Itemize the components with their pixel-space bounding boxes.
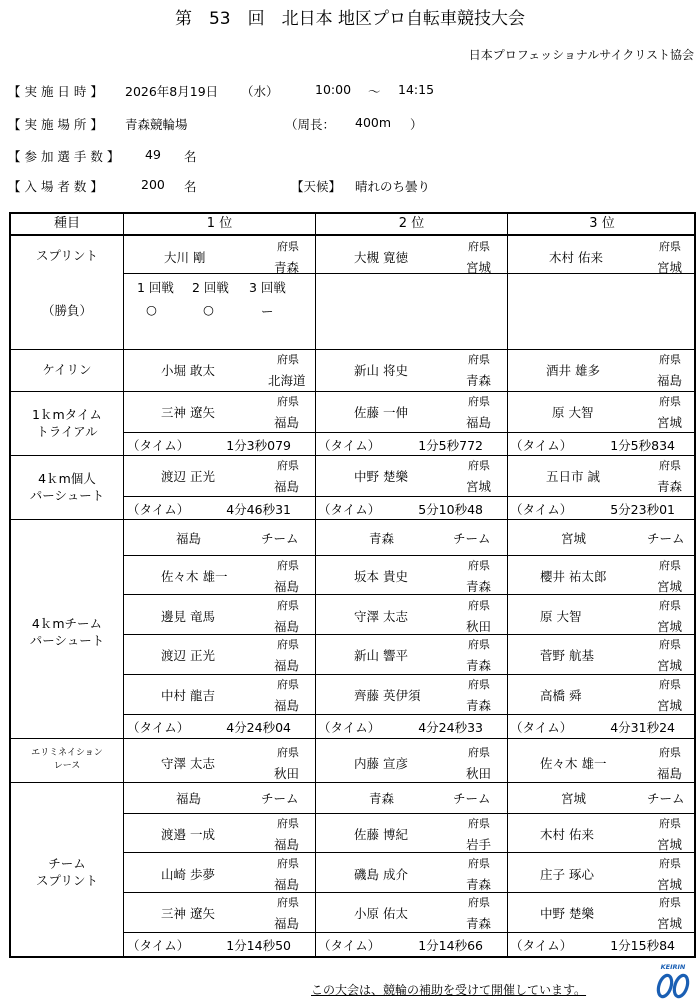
pref-label: 府県	[468, 240, 490, 253]
tp-first-member-name: 中村 龍吉	[161, 688, 215, 703]
pref-label: 府県	[277, 395, 299, 408]
tp-inner-line	[123, 674, 694, 675]
ts-first-member-name: 渡邉 一成	[161, 827, 215, 842]
team-label: チーム	[647, 531, 685, 546]
time-start: 10:00	[315, 82, 352, 97]
tp-inner-line	[123, 714, 694, 715]
time-label: （タイム）	[510, 720, 573, 735]
ip-third-pref: 青森	[657, 479, 683, 494]
tt-second-name: 佐藤 一伸	[354, 405, 408, 420]
header-second: 2 位	[398, 216, 425, 231]
pref-label: 府県	[659, 240, 681, 253]
tp-first-team-name: 福島	[176, 531, 202, 546]
time-label: （タイム）	[127, 720, 190, 735]
tp-third-team-name: 宮城	[561, 531, 587, 546]
ip-second-pref: 宮城	[466, 479, 492, 494]
ip-second-name: 中野 楚樂	[354, 469, 408, 484]
elim-first-pref: 秋田	[274, 766, 300, 781]
team-label: チーム	[261, 791, 299, 806]
pref-label: 府県	[468, 896, 490, 909]
sprint-third-name: 木村 佑来	[549, 250, 603, 265]
ip-third-name: 五日市 誠	[546, 469, 600, 484]
time-label: （タイム）	[318, 438, 381, 453]
visitors-value: 200	[141, 177, 165, 192]
ip-first-name: 渡辺 正光	[161, 469, 215, 484]
players-value: 49	[145, 147, 161, 162]
results-table	[9, 212, 696, 958]
footer-note: この大会は、競輪の補助を受けて開催しています。	[311, 983, 587, 997]
ts-second-member-pref: 岩手	[466, 837, 492, 852]
ts-second-member-name: 佐藤 博紀	[354, 827, 408, 842]
sprint-first-name: 大川 剛	[164, 250, 206, 265]
event-team-pursuit-line1: 4ｋmチーム	[31, 616, 103, 631]
elim-second-pref: 秋田	[466, 766, 492, 781]
event-team-sprint-line2: スプリント	[35, 873, 98, 888]
row-divider	[11, 455, 694, 456]
keirin-third-pref: 福島	[657, 373, 683, 388]
pref-label: 府県	[277, 559, 299, 572]
length-close: ）	[410, 117, 423, 132]
date-label: 【 実 施 日 時 】	[8, 84, 103, 99]
pref-label: 府県	[659, 817, 681, 830]
tt-second-time: 1分5秒772	[418, 438, 483, 453]
ts-inner-line	[123, 813, 694, 814]
pref-label: 府県	[277, 746, 299, 759]
players-label: 【 参 加 選 手 数 】	[8, 149, 120, 164]
tp-third-member-pref: 宮城	[657, 658, 683, 673]
weather-value: 晴れのち曇り	[355, 179, 431, 194]
pref-label: 府県	[277, 817, 299, 830]
ts-second-member-pref: 青森	[466, 877, 492, 892]
ts-third-member-pref: 宮城	[657, 877, 683, 892]
pref-label: 府県	[659, 559, 681, 572]
tp-second-member-pref: 青森	[466, 698, 492, 713]
tt-first-pref: 福島	[274, 415, 300, 430]
tp-inner-line	[123, 555, 694, 556]
tt-third-pref: 宮城	[657, 415, 683, 430]
time-label: （タイム）	[127, 438, 190, 453]
time-label: （タイム）	[127, 938, 190, 953]
time-label: （タイム）	[510, 438, 573, 453]
tp-first-time: 4分24秒04	[226, 720, 291, 735]
ip-inner-line	[123, 496, 694, 497]
ip-third-time: 5分23秒01	[610, 502, 675, 517]
event-time-trial-line2: トライアル	[36, 424, 98, 439]
header-first: 1 位	[206, 216, 233, 231]
team-label: チーム	[453, 791, 491, 806]
tp-third-time: 4分31秒24	[610, 720, 675, 735]
team-label: チーム	[453, 531, 491, 546]
tp-first-member-pref: 福島	[274, 579, 300, 594]
pref-label: 府県	[277, 353, 299, 366]
ts-first-team-name: 福島	[176, 791, 202, 806]
sprint-round-3: 3 回戦	[249, 280, 286, 295]
sprint-result-1: ○	[146, 302, 157, 317]
time-label: （タイム）	[318, 720, 381, 735]
sprint-inner-line	[123, 273, 694, 274]
row-divider	[11, 519, 694, 520]
row-divider	[11, 391, 694, 392]
tp-third-member-pref: 宮城	[657, 698, 683, 713]
row-divider	[11, 349, 694, 350]
col-divider-3	[507, 214, 508, 956]
ts-third-team-name: 宮城	[561, 791, 587, 806]
ts-inner-line	[123, 932, 694, 933]
pref-label: 府県	[659, 678, 681, 691]
tp-inner-line	[123, 634, 694, 635]
ts-second-member-name: 小原 佑太	[354, 906, 408, 921]
event-sprint-sub: （勝負）	[41, 303, 92, 318]
pref-label: 府県	[277, 857, 299, 870]
tp-first-member-pref: 福島	[274, 698, 300, 713]
tt-inner-line	[123, 432, 694, 433]
tt-second-pref: 福島	[466, 415, 492, 430]
length-label: （周長：	[285, 117, 336, 132]
time-separator: ～	[368, 84, 381, 99]
time-label: （タイム）	[510, 502, 573, 517]
event-keirin: ケイリン	[42, 362, 92, 377]
keirin-second-pref: 青森	[466, 373, 492, 388]
tp-third-member-pref: 宮城	[657, 619, 683, 634]
ts-inner-line	[123, 852, 694, 853]
event-time-trial-line1: 1ｋmタイム	[32, 407, 102, 422]
tp-third-member-name: 櫻井 祐太郎	[540, 569, 607, 584]
tp-first-member-name: 渡辺 正光	[161, 648, 215, 663]
pref-label: 府県	[468, 353, 490, 366]
pref-label: 府県	[468, 746, 490, 759]
venue-value: 青森競輪場	[125, 117, 188, 132]
row-divider	[11, 738, 694, 739]
organizer: 日本プロフェッショナルサイクリスト協会	[468, 48, 694, 62]
weekday-value: （水）	[241, 84, 279, 99]
sprint-third-pref: 宮城	[657, 260, 683, 275]
pref-label: 府県	[277, 459, 299, 472]
pref-label: 府県	[277, 638, 299, 651]
pref-label: 府県	[659, 638, 681, 651]
event-team-sprint-line1: チーム	[48, 856, 86, 871]
tp-second-time: 4分24秒33	[418, 720, 483, 735]
tp-third-member-name: 原 大智	[540, 609, 582, 624]
tp-second-member-name: 守澤 太志	[354, 609, 408, 624]
tp-second-member-pref: 秋田	[466, 619, 492, 634]
tp-third-member-pref: 宮城	[657, 579, 683, 594]
pref-label: 府県	[659, 459, 681, 472]
pref-label: 府県	[659, 599, 681, 612]
ip-first-time: 4分46秒31	[226, 502, 291, 517]
tp-first-member-pref: 福島	[274, 619, 300, 634]
keirin-second-name: 新山 将史	[354, 363, 408, 378]
page-title: 第 53 回 北日本 地区プロ自転車競技大会	[174, 9, 526, 29]
tp-third-member-name: 高橋 舜	[540, 688, 582, 703]
tt-third-name: 原 大智	[552, 405, 594, 420]
ts-first-member-name: 山崎 歩夢	[161, 867, 215, 882]
ts-first-member-pref: 福島	[274, 877, 300, 892]
event-team-pursuit-line2: パーシュート	[29, 633, 105, 648]
tp-third-member-name: 菅野 航基	[540, 648, 594, 663]
pref-label: 府県	[468, 638, 490, 651]
pref-label: 府県	[468, 459, 490, 472]
elim-third-name: 佐々木 雄一	[540, 756, 607, 771]
keirin-first-name: 小堀 敢太	[161, 363, 215, 378]
ts-first-time: 1分14秒50	[226, 938, 291, 953]
pref-label: 府県	[659, 395, 681, 408]
event-elimination-line1: エリミネイション	[31, 748, 103, 758]
event-ind-pursuit-line2: パーシュート	[29, 488, 105, 503]
visitors-label: 【 入 場 者 数 】	[8, 179, 103, 194]
elim-first-name: 守澤 太志	[161, 756, 215, 771]
keirin-first-pref: 北海道	[268, 373, 306, 388]
ts-first-member-pref: 福島	[274, 837, 300, 852]
sprint-round-1: 1 回戦	[137, 280, 174, 295]
ts-third-time: 1分15秒84	[610, 938, 675, 953]
weather-label: 【天候】	[291, 179, 342, 194]
ts-third-member-pref: 宮城	[657, 916, 683, 931]
tt-first-time: 1分3秒079	[226, 438, 291, 453]
pref-label: 府県	[659, 746, 681, 759]
sprint-second-pref: 宮城	[466, 260, 492, 275]
event-sprint: スプリント	[35, 248, 98, 263]
ts-inner-line	[123, 892, 694, 893]
tp-second-member-name: 坂本 貴史	[354, 569, 408, 584]
pref-label: 府県	[468, 395, 490, 408]
ts-third-member-pref: 宮城	[657, 837, 683, 852]
keirin-logo	[651, 961, 695, 1001]
ts-second-team-name: 青森	[369, 791, 395, 806]
pref-label: 府県	[659, 857, 681, 870]
tp-inner-line	[123, 594, 694, 595]
time-label: （タイム）	[127, 502, 190, 517]
keirin-logo-text: KEIRIN	[660, 963, 686, 971]
ts-second-member-pref: 青森	[466, 916, 492, 931]
team-label: チーム	[647, 791, 685, 806]
tp-first-member-name: 佐々木 雄一	[161, 569, 228, 584]
tp-second-member-pref: 青森	[466, 658, 492, 673]
tp-first-member-pref: 福島	[274, 658, 300, 673]
time-label: （タイム）	[510, 938, 573, 953]
event-elimination-line2: レース	[53, 761, 81, 771]
sprint-result-3: ー	[261, 304, 274, 319]
tt-first-name: 三神 遼矢	[161, 405, 215, 420]
pref-label: 府県	[468, 678, 490, 691]
keirin-third-name: 酒井 雄多	[546, 363, 600, 378]
elim-third-pref: 福島	[657, 766, 683, 781]
pref-label: 府県	[468, 599, 490, 612]
venue-label: 【 実 施 場 所 】	[8, 117, 103, 132]
pref-label: 府県	[277, 599, 299, 612]
ip-first-pref: 福島	[274, 479, 300, 494]
visitors-unit: 名	[184, 179, 197, 194]
tp-second-team-name: 青森	[369, 531, 395, 546]
date-value: 2026年8月19日	[125, 84, 219, 99]
row-divider	[11, 782, 694, 783]
col-divider-1	[123, 214, 124, 956]
time-label: （タイム）	[318, 502, 381, 517]
ts-third-member-name: 木村 佑来	[540, 827, 594, 842]
pref-label: 府県	[468, 817, 490, 830]
pref-label: 府県	[659, 353, 681, 366]
header-event: 種目	[53, 216, 80, 231]
tp-first-member-name: 邊見 竜馬	[161, 609, 215, 624]
sprint-second-name: 大槻 寛徳	[354, 250, 408, 265]
ts-first-member-pref: 福島	[274, 916, 300, 931]
header-third: 3 位	[589, 216, 615, 231]
tp-second-member-name: 齊藤 英伊須	[354, 688, 421, 703]
length-value: 400m	[355, 115, 392, 130]
pref-label: 府県	[468, 559, 490, 572]
header-divider	[11, 234, 694, 236]
sprint-round-2: 2 回戦	[192, 280, 229, 295]
players-unit: 名	[184, 149, 197, 164]
tp-second-member-pref: 青森	[466, 579, 492, 594]
pref-label: 府県	[277, 240, 299, 253]
time-end: 14:15	[398, 82, 435, 97]
tp-second-member-name: 新山 響平	[354, 648, 408, 663]
ts-third-member-name: 中野 楚樂	[540, 906, 594, 921]
event-ind-pursuit-line1: 4ｋm個人	[38, 471, 96, 486]
pref-label: 府県	[468, 857, 490, 870]
elim-second-name: 内藤 宣彦	[354, 756, 408, 771]
tt-third-time: 1分5秒834	[610, 438, 675, 453]
ts-second-member-name: 磯島 成介	[354, 867, 408, 882]
pref-label: 府県	[659, 896, 681, 909]
pref-label: 府県	[277, 896, 299, 909]
ts-second-time: 1分14秒66	[418, 938, 483, 953]
sprint-result-2: ○	[203, 302, 214, 317]
ts-first-member-name: 三神 遼矢	[161, 906, 215, 921]
ip-second-time: 5分10秒48	[418, 502, 483, 517]
sprint-first-pref: 青森	[274, 260, 300, 275]
ts-third-member-name: 庄子 琢心	[540, 867, 594, 882]
pref-label: 府県	[277, 678, 299, 691]
col-divider-2	[315, 214, 316, 956]
time-label: （タイム）	[318, 938, 381, 953]
team-label: チーム	[261, 531, 299, 546]
